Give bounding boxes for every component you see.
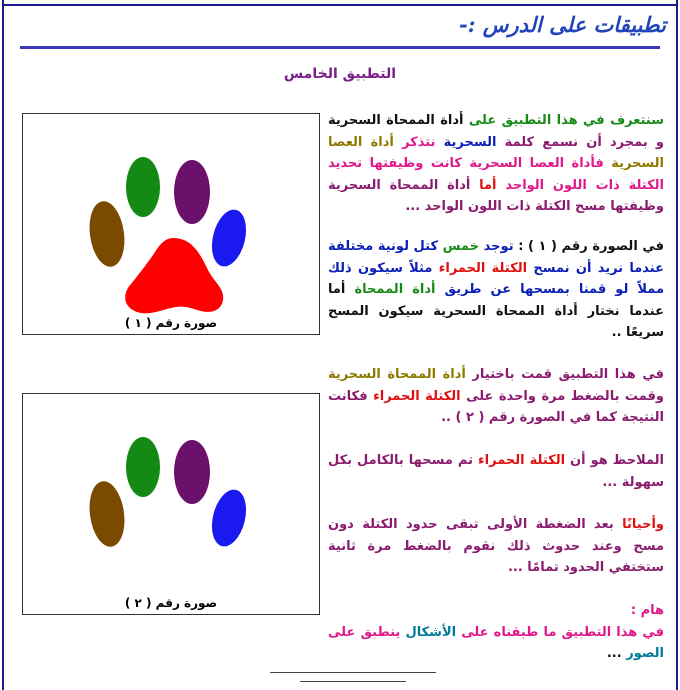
- text-span: أما عندما نختار أداة الممحاة السحرية سيكون المسح سريعًا ..: [328, 282, 664, 340]
- paragraph-observation: [328, 450, 664, 493]
- text-span: أداة العصا السحرية: [328, 134, 664, 171]
- text-span: في هذا التطبيق قمت باختيار: [472, 367, 664, 382]
- paw-toe-green: [126, 437, 160, 497]
- footer-rule: [270, 672, 436, 673]
- text-span: الأشكال: [405, 624, 457, 640]
- text-span: الملاحظ هو أن: [570, 453, 664, 468]
- footer-rule: [300, 681, 406, 682]
- text-span: فكانت النتيجة كما في الصورة رقم ( ٢ ) ..: [328, 388, 664, 425]
- paw-image-2: [23, 394, 319, 614]
- text-span: كتل لونية مختلفة عندما نريد أن نمسح: [328, 239, 664, 276]
- text-span: وأحيانًا: [622, 517, 664, 532]
- page-border-right: [676, 0, 678, 690]
- figure-2-caption: صورة رقم ( ٢ ): [124, 596, 218, 610]
- page-title: تطبيقات على الدرس :-: [459, 12, 666, 37]
- text-span: تم مسحها بالكامل بكل سهولة ...: [328, 453, 664, 490]
- paw-toe-purple: [174, 440, 210, 504]
- page-border-left: [2, 0, 4, 690]
- paw-toe-green: [126, 157, 160, 217]
- paragraph-intro: [328, 110, 664, 218]
- text-span: الكتلة الحمراء: [478, 453, 566, 468]
- figure-1-caption: صورة رقم ( ١ ): [124, 316, 218, 330]
- text-span: أما: [479, 177, 497, 193]
- page-border-top: [2, 4, 678, 6]
- text-span: بعد الضغطة الأولى تبقى حدود الكتلة دون مسح وعند حدوث ذلك نقوم بالضغط مرة ثانية ستختفي الحدود تمامًا ...: [328, 517, 664, 575]
- text-span: مثلاً سيكون ذلك مملاً لو قمنا بمسحها عن طريق: [328, 260, 665, 297]
- paw-toe-blue: [206, 206, 251, 270]
- paw-toe-blue: [206, 486, 251, 550]
- text-span: أداة الممحاة السحرية: [328, 113, 464, 128]
- text-span: أداة الممحاة: [354, 282, 436, 297]
- title-underline: [20, 46, 660, 49]
- figure-2: [22, 393, 320, 615]
- text-span: نتذكر: [402, 134, 436, 150]
- paragraph-figure1: [328, 236, 664, 344]
- text-span: سنتعرف في هذا التطبيق على: [468, 113, 664, 128]
- text-span: أداة الممحاة السحرية وظيفتها مسح الكتلة ذات اللون الواحد ...: [328, 177, 664, 214]
- text-span: في هذا التطبيق ما طبقناه على: [461, 624, 665, 640]
- paw-pad-red: [125, 238, 223, 313]
- text-span: الكتلة الحمراء: [438, 260, 528, 276]
- text-span: الصور: [626, 646, 664, 661]
- text-span: أداة الممحاة السحرية: [328, 367, 466, 382]
- text-span: هام :: [630, 603, 664, 618]
- paragraph-note: [328, 514, 664, 579]
- text-span: في الصورة رقم ( ١ ) :: [518, 239, 665, 254]
- text-span: و بمجرد أن نسمع كلمة: [504, 134, 665, 150]
- text-span: ينطبق على: [328, 624, 401, 640]
- paw-toe-brown: [86, 199, 129, 269]
- paragraph-application: [328, 364, 664, 429]
- figure-1: [22, 113, 320, 335]
- text-span: الكتلة الحمراء: [373, 388, 461, 404]
- paw-toe-brown: [86, 479, 129, 549]
- text-span: فأداة العصا السحرية كانت وظيفتها تحديد الكتلة ذات اللون الواحد: [328, 156, 664, 193]
- text-span: خمس: [442, 239, 480, 254]
- section-subtitle: التطبيق الخامس: [283, 66, 397, 82]
- paragraph-important: [328, 600, 664, 665]
- text-span: وقمت بالضغط مرة واحدة على: [466, 388, 664, 404]
- paw-toe-purple: [174, 160, 210, 224]
- text-span: توجد: [483, 239, 514, 254]
- text-span: السحرية: [443, 134, 497, 150]
- paw-image-1: [23, 114, 319, 334]
- text-span: ...: [606, 646, 622, 661]
